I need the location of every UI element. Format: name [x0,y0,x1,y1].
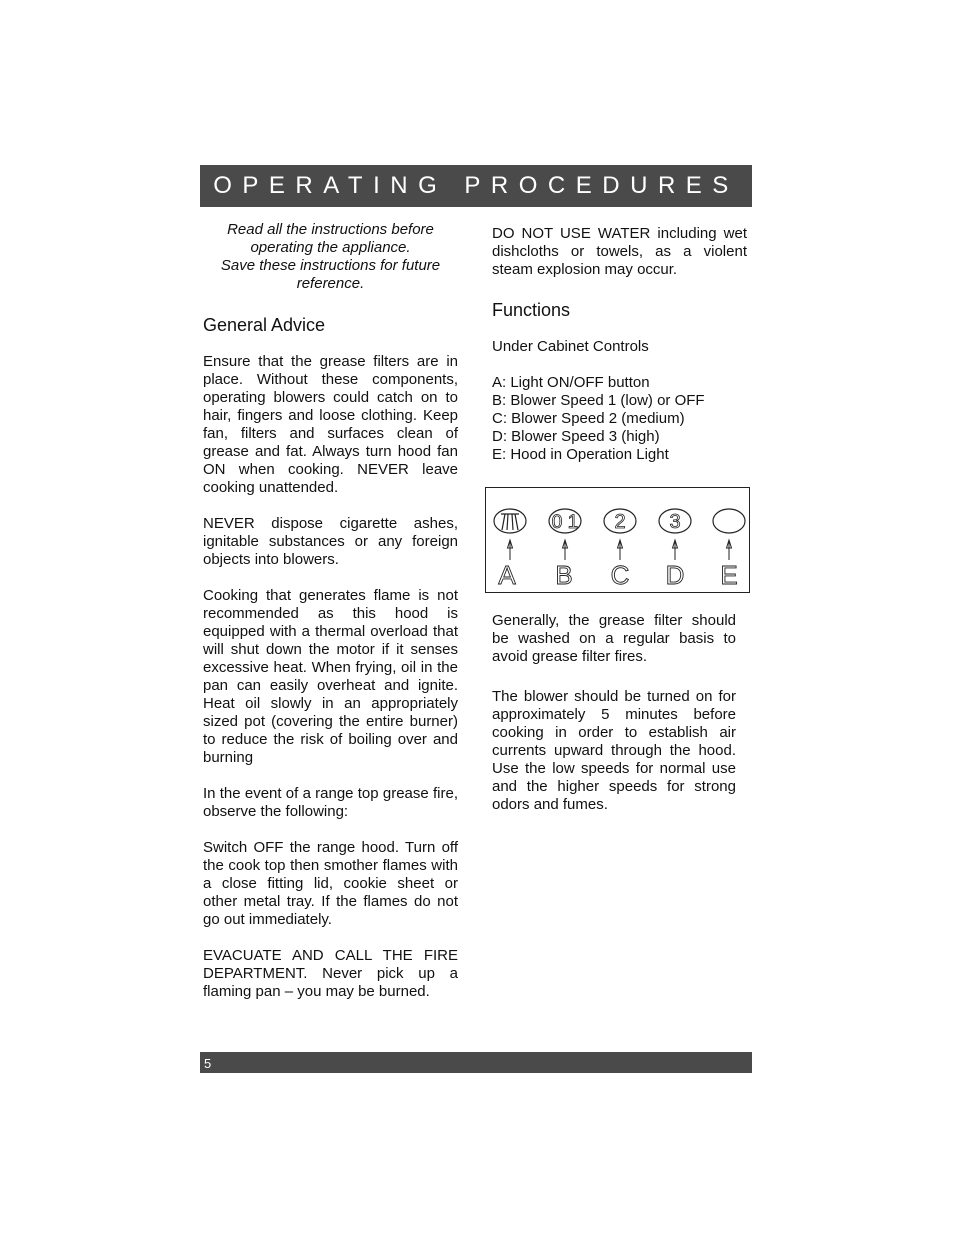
button-d [659,509,691,590]
section-header [200,165,752,207]
button-symbol: 0 1 [551,512,579,533]
blower-note: The blower should be turned on for approximately 5 minutes before cooking in order to establish air currents upward through the hood. Use the low speeds for normal use and the higher speeds for strong odors and fumes. [492,688,736,813]
light-icon [501,514,519,530]
functions-heading: Functions [492,300,571,320]
intro-line: Read all the instructions before [227,221,434,238]
intro-note [203,221,458,293]
page-footer [200,1052,752,1073]
advice-paragraph: Cooking that generates flame is not recommended as this hood is equipped with a thermal overload that will shut down the motor if it senses excessive heat. When frying, oil in the pan can easily overheat and ignite. Heat oil slowly in an appropriately sized pot (covering the entire burner) to reduce the risk of boiling over and burning [203,587,458,766]
advice-paragraph: NEVER dispose cigarette ashes, ignitable substances or any foreign objects into blowers. [203,515,458,568]
control-panel-diagram [485,487,750,593]
intro-line: reference. [296,275,365,292]
intro-line: Save these instructions for future [220,257,441,274]
panel-letter: D [665,560,685,590]
page-number: 5 [204,1056,212,1071]
left-column [203,221,458,1019]
right-column [492,225,747,490]
function-list [492,374,747,464]
button-e [713,509,745,590]
advice-paragraph: EVACUATE AND CALL THE FIRE DEPARTMENT. Never pick up a flaming pan – you may be burned. [203,947,458,1000]
panel-letter: B [555,560,573,590]
right-column-lower [492,612,736,832]
function-item: E: Hood in Operation Light [492,446,669,463]
control-panel-svg [486,488,751,594]
panel-letter: C [610,560,630,590]
function-item: B: Blower Speed 1 (low) or OFF [492,392,705,409]
panel-letter: A [498,560,516,590]
button-b [549,509,581,590]
function-item: C: Blower Speed 2 (medium) [492,410,685,427]
button-symbol: 3 [669,511,681,533]
button-c [604,509,636,590]
panel-letter: E [720,560,738,590]
advice-paragraph: In the event of a range top grease fire, observe the following: [203,785,458,820]
advice-paragraph: Switch OFF the range hood. Turn off the cook top then smother flames with a close fitting lid, cookie sheet or other metal tray. If the flames do not go out immediately. [203,839,458,928]
section-title: OPERATING PROCEDURES [213,172,739,199]
button-a [494,509,526,590]
intro-line: operating the appliance. [250,239,411,256]
button-symbol: 2 [614,511,626,533]
advice-paragraph: Ensure that the grease filters are in place. Without these components, operating blowers could catch on to hair, fingers and loose clothing. Keep fan, filters and surfaces clean of grease and fat. Always turn hood fan ON when cooking. NEVER leave cooking unattended. [203,353,458,496]
function-item: D: Blower Speed 3 (high) [492,428,660,445]
indicator-light-icon [713,509,745,533]
filter-note: Generally, the grease filter should be washed on a regular basis to avoid grease filter fires. [492,612,736,665]
general-advice-heading: General Advice [203,315,326,335]
controls-subheading: Under Cabinet Controls [492,338,649,355]
water-warning: DO NOT USE WATER including wet dishcloths or towels, as a violent steam explosion may occur. [492,225,747,278]
function-item: A: Light ON/OFF button [492,374,650,391]
